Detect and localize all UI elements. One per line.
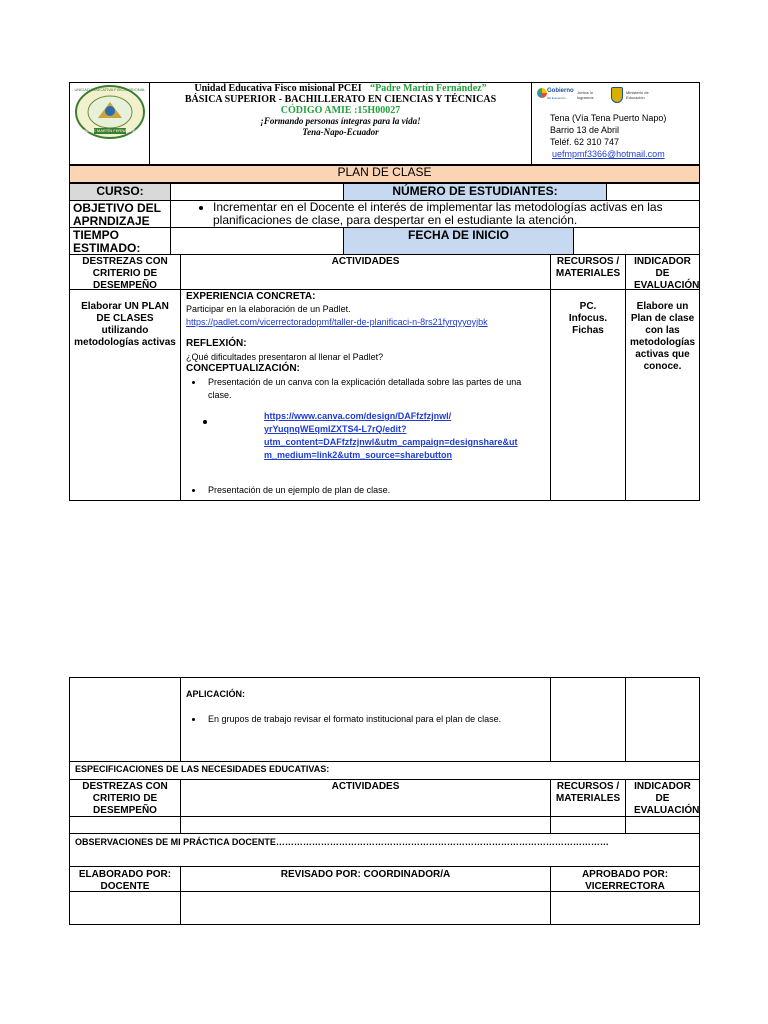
p2-col-destrezas-header	[69, 779, 181, 817]
curso-label-cell	[69, 183, 171, 201]
tiempo-label-cell	[69, 227, 171, 255]
government-logos	[535, 84, 665, 110]
school-logo-label-top: UNIDAD EDUCATIVA FISCOMISIONAL	[74, 87, 146, 92]
p2-col-indicador-header	[625, 779, 700, 817]
p2-actividades-empty-cell[interactable]	[180, 816, 551, 834]
header-contact	[550, 112, 698, 160]
aprobado-label: APROBADO POR: VICERRECTORA	[581, 869, 669, 892]
aprobado-signature-cell[interactable]	[550, 891, 700, 925]
p2-indicador-empty-cell[interactable]	[625, 816, 700, 834]
canva-link-line3[interactable]: utm_content=DAFfzfzjnwl&utm_campaign=designshare&ut	[264, 437, 518, 447]
canva-link-line2[interactable]: yrYuqnqWEqmIZXTS4-L7rQ/edit?	[264, 424, 407, 434]
actividades-cell	[180, 289, 551, 501]
curso-value-cell[interactable]	[170, 183, 344, 201]
revisado-label: REVISADO POR: COORDINADOR/A	[280, 869, 451, 880]
aplicacion-indicador-cell	[625, 677, 700, 762]
ecuador-shield-icon	[611, 87, 623, 103]
observaciones-label: OBSERVACIONES DE MI PRÁCTICA DOCENTE…………………………………………………………………………………………………	[75, 837, 609, 847]
col-indicador-header	[625, 254, 700, 290]
header-title-block	[150, 83, 531, 138]
plan-title	[69, 165, 700, 183]
num-estudiantes-label: NÚMERO DE ESTUDIANTES:	[392, 184, 558, 198]
experiencia-title: EXPERIENCIA CONCRETA:	[186, 291, 316, 302]
conceptualizacion-item-3: • Presentación de un ejemplo de plan de clase.	[204, 485, 546, 496]
padlet-link[interactable]: https://padlet.com/vicerrectoradopmf/taller-de-planificaci-n-8rs21fyrqyyoyjbk	[186, 317, 488, 327]
ministerio-logo-text: Ministerio de Educación	[626, 90, 649, 100]
col-recursos-label: RECURSOS / MATERIALES	[555, 256, 621, 279]
address-line1: Tena (Vía Tena Puerto Napo)	[550, 113, 667, 123]
conceptualizacion-item-1: • Presentación de un canva con la explicación detallada sobre las partes de una clase.	[204, 376, 545, 402]
school-logo-label-bottom: PADRE MARTÍN FERNÁNDEZ	[82, 128, 138, 133]
experiencia-text: Participar en la elaboración de un Padlet.	[186, 304, 351, 314]
header-levels: BÁSICA SUPERIOR - BACHILLERATO EN CIENCIAS Y TÉCNICAS	[184, 94, 497, 105]
num-estudiantes-label-cell	[343, 183, 607, 201]
email-link[interactable]: uefmpmf3366@hotmail.com	[552, 149, 665, 159]
aprobado-cell	[550, 866, 700, 892]
school-name: Unidad Educativa Fisco misional PCEI	[194, 83, 362, 94]
aplicacion-destreza-cell	[69, 677, 181, 762]
reflexion-text: ¿Qué dificultades presentaron al llenar el Padlet?	[186, 352, 384, 362]
header-line1	[150, 83, 531, 94]
col-destrezas-header	[69, 254, 181, 290]
p2-col-destrezas-label: DESTREZAS CON CRITERIO DE DESEMPEÑO	[82, 781, 168, 816]
recurso-item: Fichas	[572, 325, 604, 336]
elaborado-label: ELABORADO POR: DOCENTE	[78, 869, 172, 892]
fecha-label-cell	[343, 227, 574, 255]
aplicacion-title: APLICACIÓN:	[186, 689, 245, 699]
gobierno-logo	[537, 86, 573, 106]
gobierno-logo-text: Gobierno	[547, 88, 574, 94]
objetivo-label-cell	[69, 200, 171, 228]
canva-bullet-icon	[203, 420, 207, 424]
conceptualizacion-title: CONCEPTUALIZACIÓN:	[186, 363, 300, 374]
header-amie-code: CÓDIGO AMIE :15H00027	[280, 105, 401, 116]
canva-link-line4[interactable]: m_medium=link2&utm_source=sharebutton	[264, 450, 453, 460]
especificaciones-label: ESPECIFICACIONES DE LAS NECESIDADES EDUCATIVAS:	[75, 764, 330, 774]
aplicacion-cell	[180, 677, 551, 762]
observaciones-row	[69, 833, 700, 867]
indicador-text: Elabore un Plan de clase con las metodologías activas que conoce.	[630, 301, 696, 372]
destreza-text-rest: utilizando metodologías activas	[74, 325, 176, 348]
indicador-cell	[625, 289, 700, 501]
header-divider-right	[531, 82, 532, 165]
destreza-text-bold: Elaborar UN PLAN DE CLASES	[81, 301, 169, 324]
canva-link-line1[interactable]: https://www.canva.com/design/DAFfzfzjnwl/	[264, 411, 452, 421]
col-actividades-header	[180, 254, 551, 290]
address-line2: Barrio 13 de Abril	[550, 125, 620, 135]
col-actividades-label: ACTIVIDADES	[331, 256, 400, 267]
tiempo-label: TIEMPO ESTIMADO:	[73, 228, 141, 255]
p2-col-actividades-header	[180, 779, 551, 817]
elaborado-signature-cell[interactable]	[69, 891, 181, 925]
especificaciones-row	[69, 761, 700, 780]
plan-title-text: PLAN DE CLASE	[337, 165, 432, 179]
p2-col-indicador-label: INDICADOR DE EVALUACIÓN	[634, 781, 700, 816]
juntos-logo-text: Juntos lo logramos	[577, 90, 594, 100]
p2-recursos-empty-cell[interactable]	[550, 816, 626, 834]
recurso-item: Infocus.	[568, 313, 608, 324]
canva-link[interactable]	[264, 410, 546, 462]
elaborado-cell	[69, 866, 181, 892]
aplicacion-item: • En grupos de trabajo revisar el formato institucional para el plan de clase.	[204, 714, 545, 725]
col-destrezas-label: DESTREZAS CON CRITERIO DE DESEMPEÑO	[82, 256, 168, 291]
num-estudiantes-value-cell[interactable]	[606, 183, 700, 201]
fecha-value-cell[interactable]	[573, 227, 700, 255]
tiempo-value-cell[interactable]	[170, 227, 344, 255]
p2-col-actividades-label: ACTIVIDADES	[331, 781, 400, 792]
school-logo	[74, 84, 146, 140]
objetivo-text-cell	[170, 200, 700, 228]
header-motto: ¡Formando personas íntegras para la vida!	[260, 116, 421, 126]
destreza-cell	[69, 289, 181, 501]
objetivo-text: • Incrementar en el Docente el interés de implementar las metodologías activas en las planificaciones de clase, para despertar en el estudiante la atención.	[213, 201, 695, 227]
reflexion-title: REFLEXIÓN:	[186, 338, 247, 349]
revisado-signature-cell[interactable]	[180, 891, 551, 925]
revisado-cell	[180, 866, 551, 892]
recurso-item: PC.	[579, 301, 597, 312]
school-patron: “Padre Martín Fernández”	[370, 83, 487, 94]
header-location: Tena-Napo-Ecuador	[302, 127, 379, 137]
aplicacion-recursos-cell	[550, 677, 626, 762]
p2-destrezas-empty-cell[interactable]	[69, 816, 181, 834]
fecha-label: FECHA DE INICIO	[408, 228, 509, 242]
sun-icon	[537, 88, 547, 98]
curso-label: CURSO:	[96, 184, 144, 198]
gobierno-logo-subtext: del Encuentro	[547, 96, 566, 100]
p2-col-recursos-label: RECURSOS / MATERIALES	[555, 781, 621, 804]
col-recursos-header	[550, 254, 626, 290]
phone: Teléf. 62 310 747	[550, 137, 620, 147]
p2-col-recursos-header	[550, 779, 626, 817]
col-indicador-label: INDICADOR DE EVALUACIÓN	[634, 256, 700, 291]
objetivo-label: OBJETIVO DEL APRNDIZAJE	[73, 201, 161, 228]
recursos-cell	[550, 289, 626, 501]
